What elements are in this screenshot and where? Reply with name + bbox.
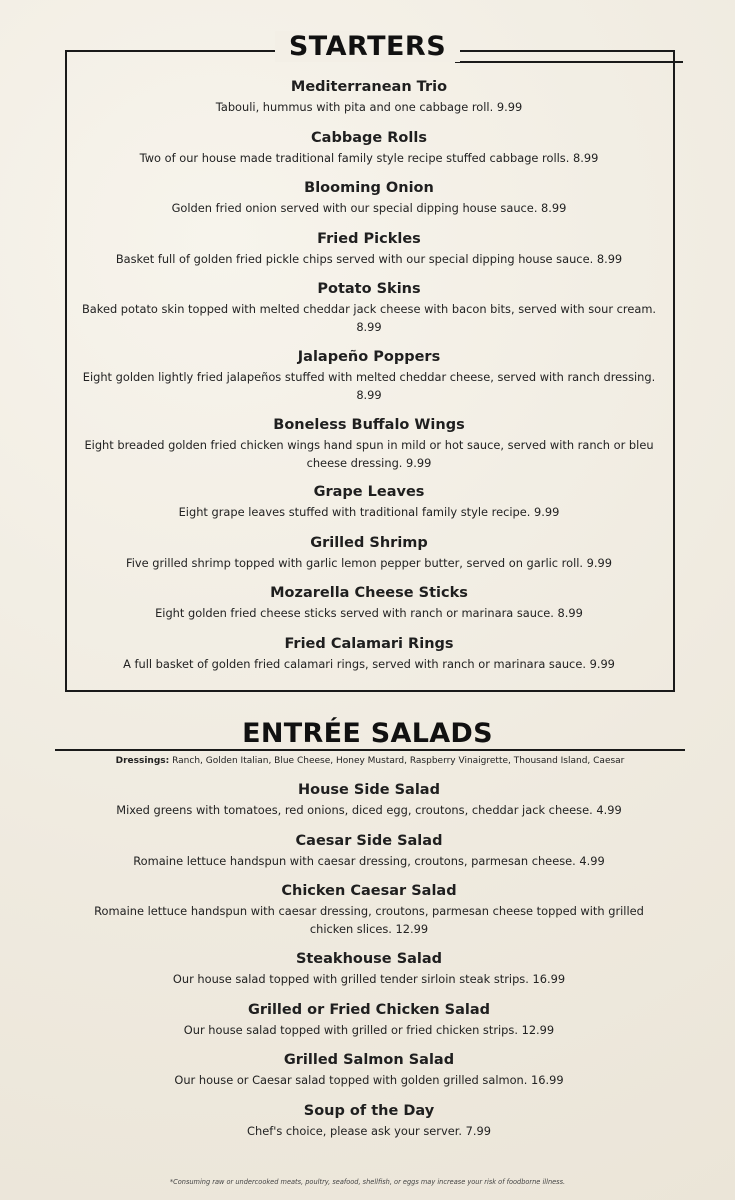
item-name: Boneless Buffalo Wings: [273, 417, 465, 433]
menu-item: [80, 781, 658, 819]
salads-divider: [55, 749, 685, 751]
item-description: Romaine lettuce handspun with caesar dressing, croutons, parmesan cheese topped with grilled chicken slices. 12.99: [94, 904, 644, 936]
item-name: Caesar Side Salad: [295, 833, 443, 849]
menu-item: [80, 1001, 658, 1039]
item-name: Chicken Caesar Salad: [281, 883, 457, 899]
item-description: A full basket of golden fried calamari rings, served with ranch or marinara sauce. 9.99: [123, 657, 615, 671]
item-name: Soup of the Day: [303, 1103, 435, 1119]
menu-item: [80, 280, 658, 336]
item-name: Jalapeño Poppers: [297, 349, 441, 365]
dressings-label: Dressings:: [115, 756, 170, 766]
item-name: Grape Leaves: [313, 484, 425, 500]
item-description: Our house salad topped with grilled tender sirloin steak strips. 16.99: [172, 972, 566, 986]
item-description: Our house salad topped with grilled or fried chicken strips. 12.99: [183, 1023, 555, 1037]
menu-item: [80, 230, 658, 268]
item-description: Romaine lettuce handspun with caesar dressing, croutons, parmesan cheese. 4.99: [133, 854, 605, 868]
menu-item: [80, 78, 658, 116]
item-name: Potato Skins: [317, 281, 421, 297]
menu-item: [80, 129, 658, 167]
item-name: Mediterranean Trio: [290, 79, 448, 95]
menu-item: [80, 584, 658, 622]
item-description: Chef's choice, please ask your server. 7.99: [247, 1124, 491, 1138]
item-name: Blooming Onion: [304, 180, 434, 196]
item-description: Our house or Caesar salad topped with golden grilled salmon. 16.99: [174, 1073, 564, 1087]
menu-item: [80, 882, 658, 938]
item-description: Eight golden lightly fried jalapeños stuffed with melted cheddar cheese, served with ranch dressing. 8.99: [82, 370, 656, 402]
starters-heading: [0, 31, 735, 62]
menu-item: [80, 179, 658, 217]
foodborne-illness-disclaimer: *Consuming raw or undercooked meats, poultry, seafood, shellfish, or eggs may increase your risk of foodborne illness.: [169, 1178, 566, 1186]
item-name: Grilled Salmon Salad: [283, 1052, 455, 1068]
item-description: Mixed greens with tomatoes, red onions, diced egg, croutons, cheddar jack cheese. 4.99: [116, 803, 622, 817]
item-name: Grilled Shrimp: [310, 535, 428, 551]
salads-heading: ENTRÉE SALADS: [242, 718, 493, 749]
item-description: Baked potato skin topped with melted cheddar jack cheese with bacon bits, served with sour cream. 8.99: [81, 302, 657, 334]
dressings-list: Ranch, Golden Italian, Blue Cheese, Honey Mustard, Raspberry Vinaigrette, Thousand Island, Caesar: [172, 756, 625, 766]
item-description: Golden fried onion served with our special dipping house sauce. 8.99: [171, 201, 567, 215]
menu-item: [80, 635, 658, 673]
item-name: Steakhouse Salad: [295, 951, 443, 967]
item-description: Five grilled shrimp topped with garlic lemon pepper butter, served on garlic roll. 9.99: [126, 556, 612, 570]
item-name: Mozarella Cheese Sticks: [270, 585, 468, 601]
menu-item: [80, 534, 658, 572]
item-description: Eight grape leaves stuffed with traditional family style recipe. 9.99: [178, 505, 560, 519]
item-description: Two of our house made traditional family style recipe stuffed cabbage rolls. 8.99: [139, 151, 599, 165]
menu-item: [80, 1102, 658, 1140]
menu-item: [80, 348, 658, 404]
item-name: Fried Pickles: [317, 231, 421, 247]
menu-item: [80, 483, 658, 521]
menu-item: [80, 416, 658, 472]
item-description: Eight breaded golden fried chicken wings hand spun in mild or hot sauce, served with ranch or bleu cheese dressing. 9.99: [84, 438, 654, 470]
item-name: Fried Calamari Rings: [284, 636, 454, 652]
item-description: Basket full of golden fried pickle chips served with our special dipping house sauce. 8.99: [115, 252, 623, 266]
dressings-line: [55, 756, 685, 766]
item-description: Tabouli, hummus with pita and one cabbage roll. 9.99: [215, 100, 523, 114]
item-name: Grilled or Fried Chicken Salad: [247, 1002, 491, 1018]
menu-item: [80, 950, 658, 988]
item-name: Cabbage Rolls: [311, 130, 427, 146]
item-description: Eight golden fried cheese sticks served with ranch or marinara sauce. 8.99: [155, 606, 583, 620]
item-name: House Side Salad: [298, 782, 440, 798]
menu-item: [80, 1051, 658, 1089]
menu-item: [80, 832, 658, 870]
starters-heading-text: STARTERS: [275, 31, 460, 62]
